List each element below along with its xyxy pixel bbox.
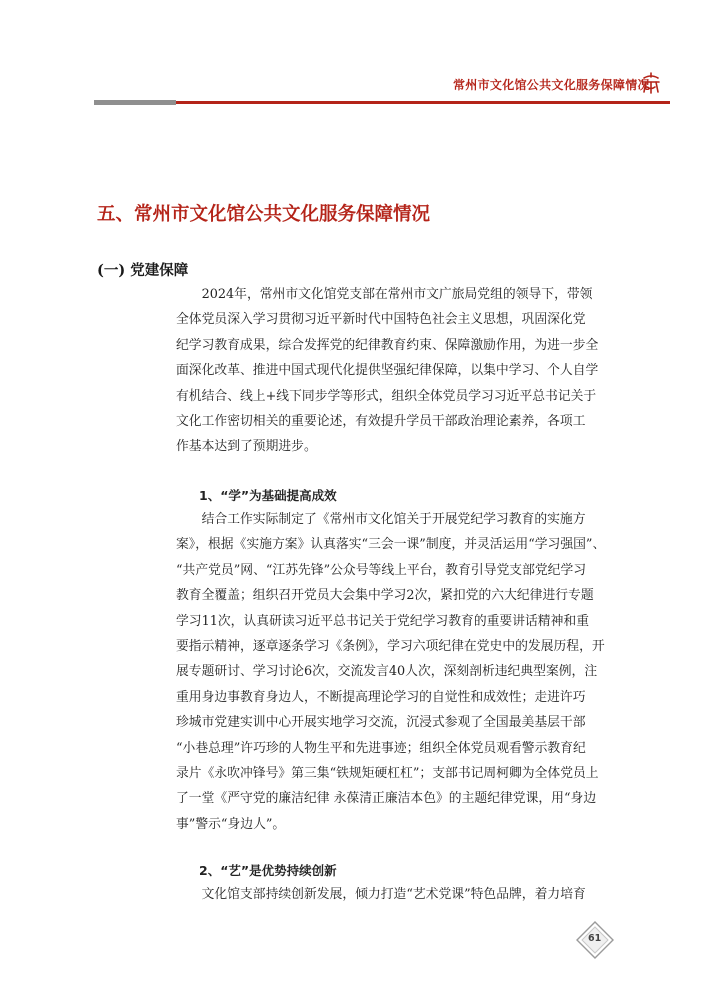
text-line: 案》，根据《实施方案》认真落实“三会一课”制度，并灵活运用“学习强国”、 [176,537,606,553]
text-line: 事”警示“身边人”。 [176,816,286,832]
seal-logo-icon [640,71,662,95]
running-header-title: 常州市文化馆公共文化服务保障情况 [453,78,650,92]
text-line: 文化工作密切相关的重要论述，有效提升学员干部政治理论素养，各项工 [176,414,586,430]
subsection-title: (一) 党建保障 [97,262,189,279]
text-line: 珍城市党建实训中心开展实地学习交流，沉浸式参观了全国最美基层干部 [176,715,586,731]
page-number: 61 [588,933,602,944]
text-line: 展专题研讨、学习讨论6次，交流发言40人次，深刻剖析违纪典型案例，注 [176,664,598,680]
text-line: 纪学习教育成果，综合发挥党的纪律教育约束、保障激励作用，为进一步全 [176,337,599,353]
text-line: 作基本达到了预期进步。 [176,439,317,455]
header-rule-gray [94,100,176,105]
text-line: 结合工作实际制定了《常州市文化馆关于开展党纪学习教育的实施方 [176,512,586,527]
text-line: 重用身边事教育身边人，不断提高理论学习的自觉性和成效性；走进许巧 [176,689,586,705]
text-line: 学习11次，认真研读习近平总书记关于党纪学习教育的重要讲话精神和重 [176,613,589,629]
text-line: 面深化改革、推进中国式现代化提供坚强纪律保障，以集中学习、个人自学 [176,363,599,379]
item-heading-study: 1、“学”为基础提高成效 [199,488,337,503]
text-line: “共产党员”网、“江苏先锋”公众号等线上平台，教育引导党支部党纪学习 [176,562,587,578]
item-heading-art: 2、“艺”是优势持续创新 [199,863,337,878]
section-title: 五、常州市文化馆公共文化服务保障情况 [97,204,431,225]
text-line: 有机结合、线上+线下同步学等形式，组织全体党员学习习近平总书记关于 [176,388,597,404]
text-line: 教育全覆盖；组织召开党员大会集中学习2次，紧扣党的六大纪律进行专题 [176,588,594,604]
text-line: 文化馆支部持续创新发展，倾力打造“艺术党课”特色品牌，着力培育 [176,887,586,902]
intro-paragraph [176,282,610,460]
item-paragraph-study [176,507,610,837]
text-line: “小巷总理”许巧珍的人物生平和先进事迹；组织全体党员观看警示教育纪 [176,740,586,756]
text-line: 2024年，常州市文化馆党支部在常州市文广旅局党组的领导下，带领 [176,287,593,302]
text-line: 了一堂《严守党的廉洁纪律 永葆清正廉洁本色》的主题纪律党课，用“身边 [176,791,597,807]
text-line: 全体党员深入学习贯彻习近平新时代中国特色社会主义思想，巩固深化党 [176,312,586,328]
text-line: 要指示精神，逐章逐条学习《条例》，学习六项纪律在党史中的发展历程，开 [176,639,605,655]
text-line: 录片《永吹冲锋号》第三集“铁规矩硬杠杠”；支部书记周柯卿为全体党员上 [176,766,599,782]
header-rule-red [176,101,670,104]
item-paragraph-art [176,882,610,907]
